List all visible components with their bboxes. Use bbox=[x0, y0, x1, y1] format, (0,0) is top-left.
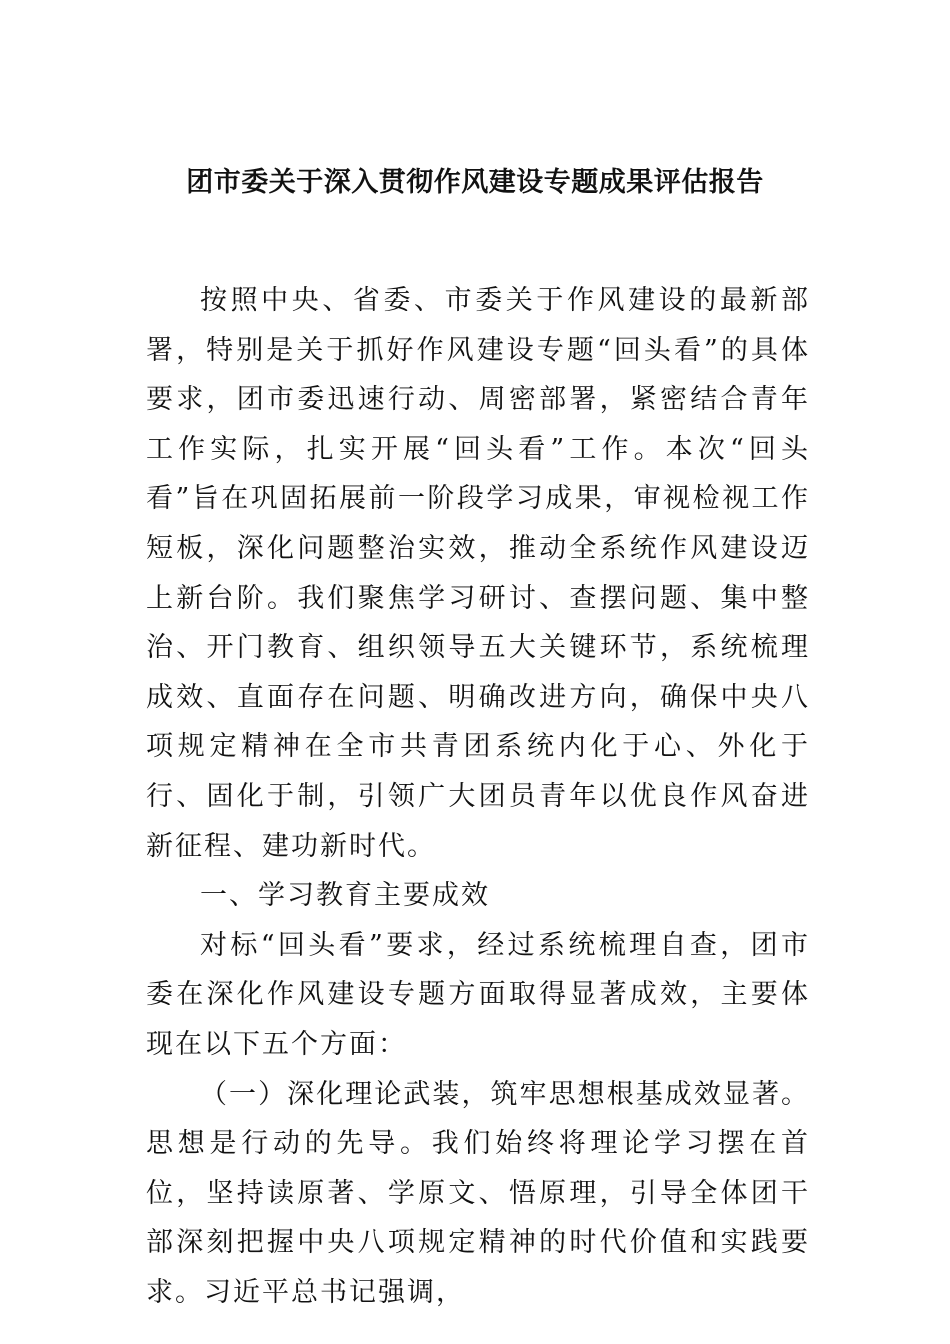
section-heading-1: 一、学习教育主要成效 bbox=[200, 880, 490, 912]
paragraph-intro: 按照中央、省委、市委关于作风建设的最新部署，特别是关于抓好作风建设专题“回头看”的具体要求，团市委迅速行动、周密部署，紧密结合青年工作实际，扎实开展“回头看”工作。本次“回头看”旨在巩固拓展前一阶段学习成果，审视检视工作短板，深化问题整治实效，推动全系统作风建设迈上新台阶。我们聚焦学习研讨、查摆问题、集中整治、开门教育、组织领导五大关键环节，系统梳理成效、直面存在问题、明确改进方向，确保中央八项规定精神在全市共青团系统内化于心、外化于行、固化于制，引领广大团员青年以优良作风奋进新征程、建功新时代。 bbox=[146, 285, 810, 862]
document-body bbox=[146, 276, 810, 1317]
document-title: 团市委关于深入贯彻作风建设专题成果评估报告 bbox=[186, 167, 764, 198]
paragraph-section-1-intro: 对标“回头看”要求，经过系统梳理自查，团市委在深化作风建设专题方面取得显著成效，主要体现在以下五个方面： bbox=[146, 929, 810, 1060]
paragraph-subsection-1: （一）深化理论武装，筑牢思想根基成效显著。思想是行动的先导。我们始终将理论学习摆在首位，坚持读原著、学原文、悟原理，引导全体团干部深刻把握中央八项规定精神的时代价值和实践要求。习近平总书记强调， bbox=[146, 1078, 810, 1308]
